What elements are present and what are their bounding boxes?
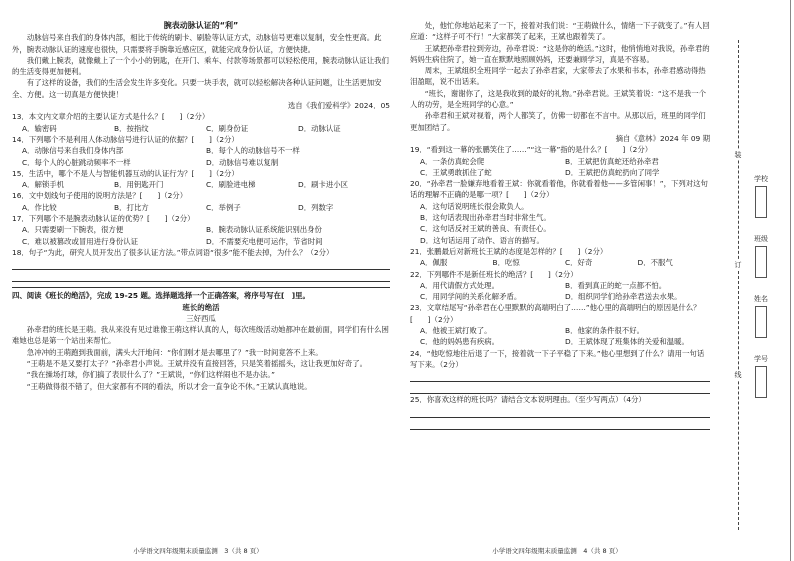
field-number-label: 学号 <box>754 355 768 363</box>
page-footer-left: 小学语文四年级期末质量监测 3（共 8 页） <box>133 547 263 555</box>
field-class-box[interactable] <box>755 246 767 278</box>
question-text: 18．句子“为此，研究人员开发出了很多认证方法。”带点词语“很多”能不能去掉，为什么？（2分） <box>12 247 334 257</box>
story-paragraph-4: “我在操场打球，你们搞了表辰什么了？”王斌说，“你们这样闹也不是办法。” <box>26 370 275 380</box>
option-item[interactable]: A．用代请假方式处理。 <box>420 280 499 290</box>
question-text: 21．张鹏最后对新班长王斌的态度是怎样的？[ ]（2分） <box>410 246 608 256</box>
option-item[interactable]: C．好奇 <box>565 258 593 268</box>
binding-label-ding: 订 <box>732 260 744 270</box>
story-cont-paragraph-3: 周末，王斌组织全班同学一起去了孙牵君家，大家带去了水果和书本，孙牵君感动得热泪盈眶，说不出话来。 <box>410 66 706 87</box>
question-right-2 <box>410 246 710 269</box>
option-item[interactable]: C．刷脸进电梯 <box>206 180 256 190</box>
option-item[interactable]: C．这句话反衬王斌的善良、有责任心。 <box>420 224 551 234</box>
story-paragraph-2: 急冲冲的王萌跑到我面前，满头大汗地问：“你们刚才是去哪里了？”我一时间竟答不上来。 <box>26 347 323 357</box>
reading-paragraph-2: 我们戴上腕表，就像戴上了一个小小的钥匙，在开门、乘车、付款等场景都可以轻松使用，腕表动脉认证让我们的生活变得更加便利。 <box>12 55 389 77</box>
option-item[interactable]: D．动脉认证 <box>298 123 341 133</box>
story-paragraph-1: 孙牵君的班长是王萌。我从来没有见过谁像王萌这样认真的人，每次班级活动她都冲在最前面，同学们有什么困难她也总是第一个站出来帮忙。 <box>12 325 389 346</box>
question-right-3 <box>410 269 710 303</box>
option-item[interactable]: A．一条仿真蛇会爬 <box>420 156 485 166</box>
option-item[interactable]: A．解锁手机 <box>22 180 65 190</box>
story-title: 班长的绝活 <box>182 302 220 312</box>
question-text: 16．文中划线句子使用的说明方法是？[ ]（2分） <box>12 191 188 201</box>
question-left-2 <box>12 168 390 191</box>
question-right-6 <box>410 394 710 429</box>
story-paragraph-3: “王萌是不是又要打太子？”孙牵君小声说。王斌并没有直接回答，只是笑着摇摇头，这让我更加好奇了。 <box>26 359 368 369</box>
field-school-box[interactable] <box>755 186 767 218</box>
question-left-0 <box>12 111 390 134</box>
question-text: 13．本文内文章介绍的主要认证方式是什么？[ ]（2分） <box>12 112 210 122</box>
question-text: 24．“他吃惊地往后退了一下，接着就一下子平稳了下来。”他心里想到了什么？请用一句话写下来。（2分） <box>410 348 705 369</box>
story-cont-paragraph-2: 王斌把孙牵君拉到旁边，孙牵君说：“这是你的绝活。”这时，他悄悄地对我说，孙牵君的妈妈生病住院了，她一直在默默地照顾妈妈，还要兼顾学习，真是不容易。 <box>410 43 710 64</box>
option-item[interactable]: D．王斌把仿真蛇扔向了同学 <box>565 167 660 177</box>
option-group <box>420 156 710 179</box>
field-number[interactable] <box>754 355 768 398</box>
question-right-1 <box>410 178 710 246</box>
option-item[interactable]: C．王斌勇敢抓住了蛇 <box>420 167 492 177</box>
question-text: 25．你喜欢这样的班长吗？请结合文本说明理由。（至少写两点）（4分） <box>410 395 646 405</box>
option-item[interactable]: B．腕表动脉认证系统能识别出身份 <box>206 225 322 235</box>
answer-line[interactable] <box>410 372 710 382</box>
option-item[interactable]: B．用钥匙开门 <box>114 180 164 190</box>
binding-dashed-line <box>738 40 739 530</box>
option-group <box>22 224 390 247</box>
story-paragraph-5: “王萌做得很不错了，但大家都有不同的看法，所以才会一直争论不休。”王斌认真地说。 <box>26 381 312 391</box>
option-item[interactable]: A．佩服 <box>420 258 448 268</box>
story-cont-paragraph-5: 孙牵君和王斌对视着，两个人都笑了，仿佛一切都在不言中。从那以后，班里的同学们更加团结了。 <box>410 111 706 132</box>
option-item[interactable]: A．作比较 <box>22 202 57 212</box>
field-name[interactable] <box>754 295 768 338</box>
option-group <box>420 280 710 303</box>
story-source: 摘自《意林》2024 年 09 期 <box>615 133 710 143</box>
question-text: 22．下列哪件不是新任班长的绝活？[ ]（2分） <box>410 269 578 279</box>
exam-page-4 <box>398 0 716 561</box>
option-item[interactable]: D．不需要充电便可运作，节省时间 <box>206 236 323 246</box>
right-column <box>410 20 710 430</box>
option-item[interactable]: A．他被王斌打败了。 <box>420 326 492 336</box>
field-school[interactable] <box>754 175 768 218</box>
reading-title: 腕表动脉认证的“利” <box>163 21 239 30</box>
exam-page-3 <box>0 0 396 561</box>
option-item[interactable]: B．看到真正的蛇一点都不怕。 <box>565 280 667 290</box>
field-class-label: 班级 <box>754 235 768 243</box>
option-group <box>420 325 710 348</box>
question-left-4 <box>12 213 390 247</box>
option-item[interactable]: D．刷卡进小区 <box>298 180 349 190</box>
question-right-5 <box>410 348 710 395</box>
question-text: 23．文章结尾写“孙牵君在心里默默的高端明白了……”他心里的高端明白的原因是什么？[ ]（2分） <box>410 303 701 324</box>
option-group <box>22 145 390 168</box>
page-footer-right: 小学语文四年级期末质量监测 4（共 8 页） <box>492 547 622 555</box>
option-item[interactable]: D．不服气 <box>637 258 673 268</box>
reading-paragraph-1: 动脉信号来自我们的身体内部，相比于传统的刷卡、刷脸等认证方式，动脉信号更难以复制，安全性更高。此外，腕表动脉认证的速度也很快，只需要将手腕靠近感应区，就能完成身份认证，方便快捷。 <box>12 33 382 54</box>
question-text: 17．下列哪个不是腕表动脉认证的优势？[ ]（2分） <box>12 214 195 224</box>
option-item[interactable]: C．用同学间的关系化解矛盾。 <box>420 292 522 302</box>
question-text: 14．下列哪个不是利用人体动脉信号进行认证的依据？[ ]（2分） <box>12 134 239 144</box>
option-group <box>22 179 390 190</box>
option-item[interactable]: B．这句话表现出孙牵君当时非常生气。 <box>420 213 551 223</box>
question-left-3 <box>12 190 390 213</box>
option-item[interactable]: D．动脉信号难以复制 <box>206 157 279 167</box>
answer-line[interactable] <box>12 260 390 270</box>
option-item[interactable]: B．每个人的动脉信号不一样 <box>206 146 300 156</box>
option-item[interactable]: D．王斌体现了班集体的关爱和温暖。 <box>565 337 689 347</box>
question-right-4 <box>410 302 710 347</box>
story-author: 三好西瓜 <box>186 313 216 323</box>
option-item[interactable]: A．输密码 <box>22 123 57 133</box>
binding-label-zhuang: 装 <box>732 150 744 160</box>
option-item[interactable]: D．这句话运用了动作、语言的描写。 <box>420 235 544 245</box>
reading-paragraph-3: 有了这样的设备，我们的生活会发生许多变化。只要一块手表，就可以轻松解决各种认证问题，让生活更加安全、方便。这一切真是方便快捷！ <box>12 78 382 99</box>
option-item[interactable]: C．每个人的心脏跳动频率不一样 <box>22 157 131 167</box>
question-left-1 <box>12 134 390 168</box>
option-group <box>410 201 710 246</box>
option-item[interactable]: C．难以被篡改或冒用进行身份认证 <box>22 236 139 246</box>
option-item[interactable]: A．这句话说明班长很会欺负人。 <box>420 201 529 211</box>
binding-label-xian: 线 <box>732 370 744 380</box>
option-item[interactable]: B．王斌把仿真蛇还给孙牵君 <box>565 156 659 166</box>
option-item[interactable]: B．他家的条件很不好。 <box>565 326 644 336</box>
left-column <box>12 20 390 392</box>
option-item[interactable]: D．组织同学们给孙牵君送去水果。 <box>565 292 682 302</box>
right-question-list <box>410 144 710 429</box>
option-group <box>22 123 390 134</box>
question-text: 19．“看到这一幕的张鹏笑住了……”“这一幕”指的是什么？[ ]（2分） <box>410 145 653 155</box>
question-text: 20．“孙牵君一脸嫌弃地看着王斌：你就看着他，你就看着他——多管闲事！”，下列对这句话的理解不正确的是哪一项？[ ]（2分） <box>410 179 708 200</box>
page-edge-line <box>790 0 791 561</box>
field-number-box[interactable] <box>755 366 767 398</box>
story-cont-paragraph-1: 处，他忙你地站起来了一下，接着对我们说：“王萌做什么，情绪一下子就变了。”有人回应道：“这样子可不行！”大家都笑了起来，王斌也跟着笑了。 <box>410 21 710 42</box>
answer-line[interactable] <box>410 384 710 394</box>
option-group <box>420 257 710 268</box>
field-class[interactable] <box>754 235 768 278</box>
option-item[interactable]: B．按指纹 <box>114 123 149 133</box>
field-name-box[interactable] <box>755 306 767 338</box>
binding-strip <box>716 0 794 561</box>
left-question-list <box>12 111 390 282</box>
question-right-0 <box>410 144 710 178</box>
question-left-5 <box>12 247 390 282</box>
answer-line[interactable] <box>410 420 710 430</box>
option-item[interactable]: D．列数字 <box>298 202 334 212</box>
answer-line[interactable] <box>12 272 390 282</box>
reading-source: 选自《我们爱科学》2024．05 <box>287 101 390 111</box>
story-cont-paragraph-4: “班长，谢谢你了，这是我收到的最好的礼物。”孙牵君说。王斌笑着说：“这不是我一个人的功劳，是全班同学的心意。” <box>410 88 707 110</box>
option-item[interactable]: C．刷身份证 <box>206 123 249 133</box>
option-item[interactable]: B．打比方 <box>114 202 149 212</box>
question-text: 15．生活中，哪个不是人与智能机器互动的认证行为？[ ]（2分） <box>12 168 239 178</box>
option-item[interactable]: C．举例子 <box>206 202 241 212</box>
field-name-label: 姓名 <box>754 295 768 303</box>
option-item[interactable]: B．吃惊 <box>492 258 520 268</box>
section4-heading: 四、阅读《班长的绝活》，完成 19-25 题。选择题选择一个正确答案，将序号写在[ ]里。 <box>12 287 390 301</box>
option-group <box>22 202 390 213</box>
option-item[interactable]: C．他的妈妈患有疾病。 <box>420 337 500 347</box>
field-school-label: 学校 <box>754 175 768 183</box>
answer-line[interactable] <box>410 408 710 418</box>
option-item[interactable]: A．动脉信号来自我们身体内部 <box>22 146 124 156</box>
option-item[interactable]: A．只需要刷一下腕表，很方便 <box>22 225 124 235</box>
